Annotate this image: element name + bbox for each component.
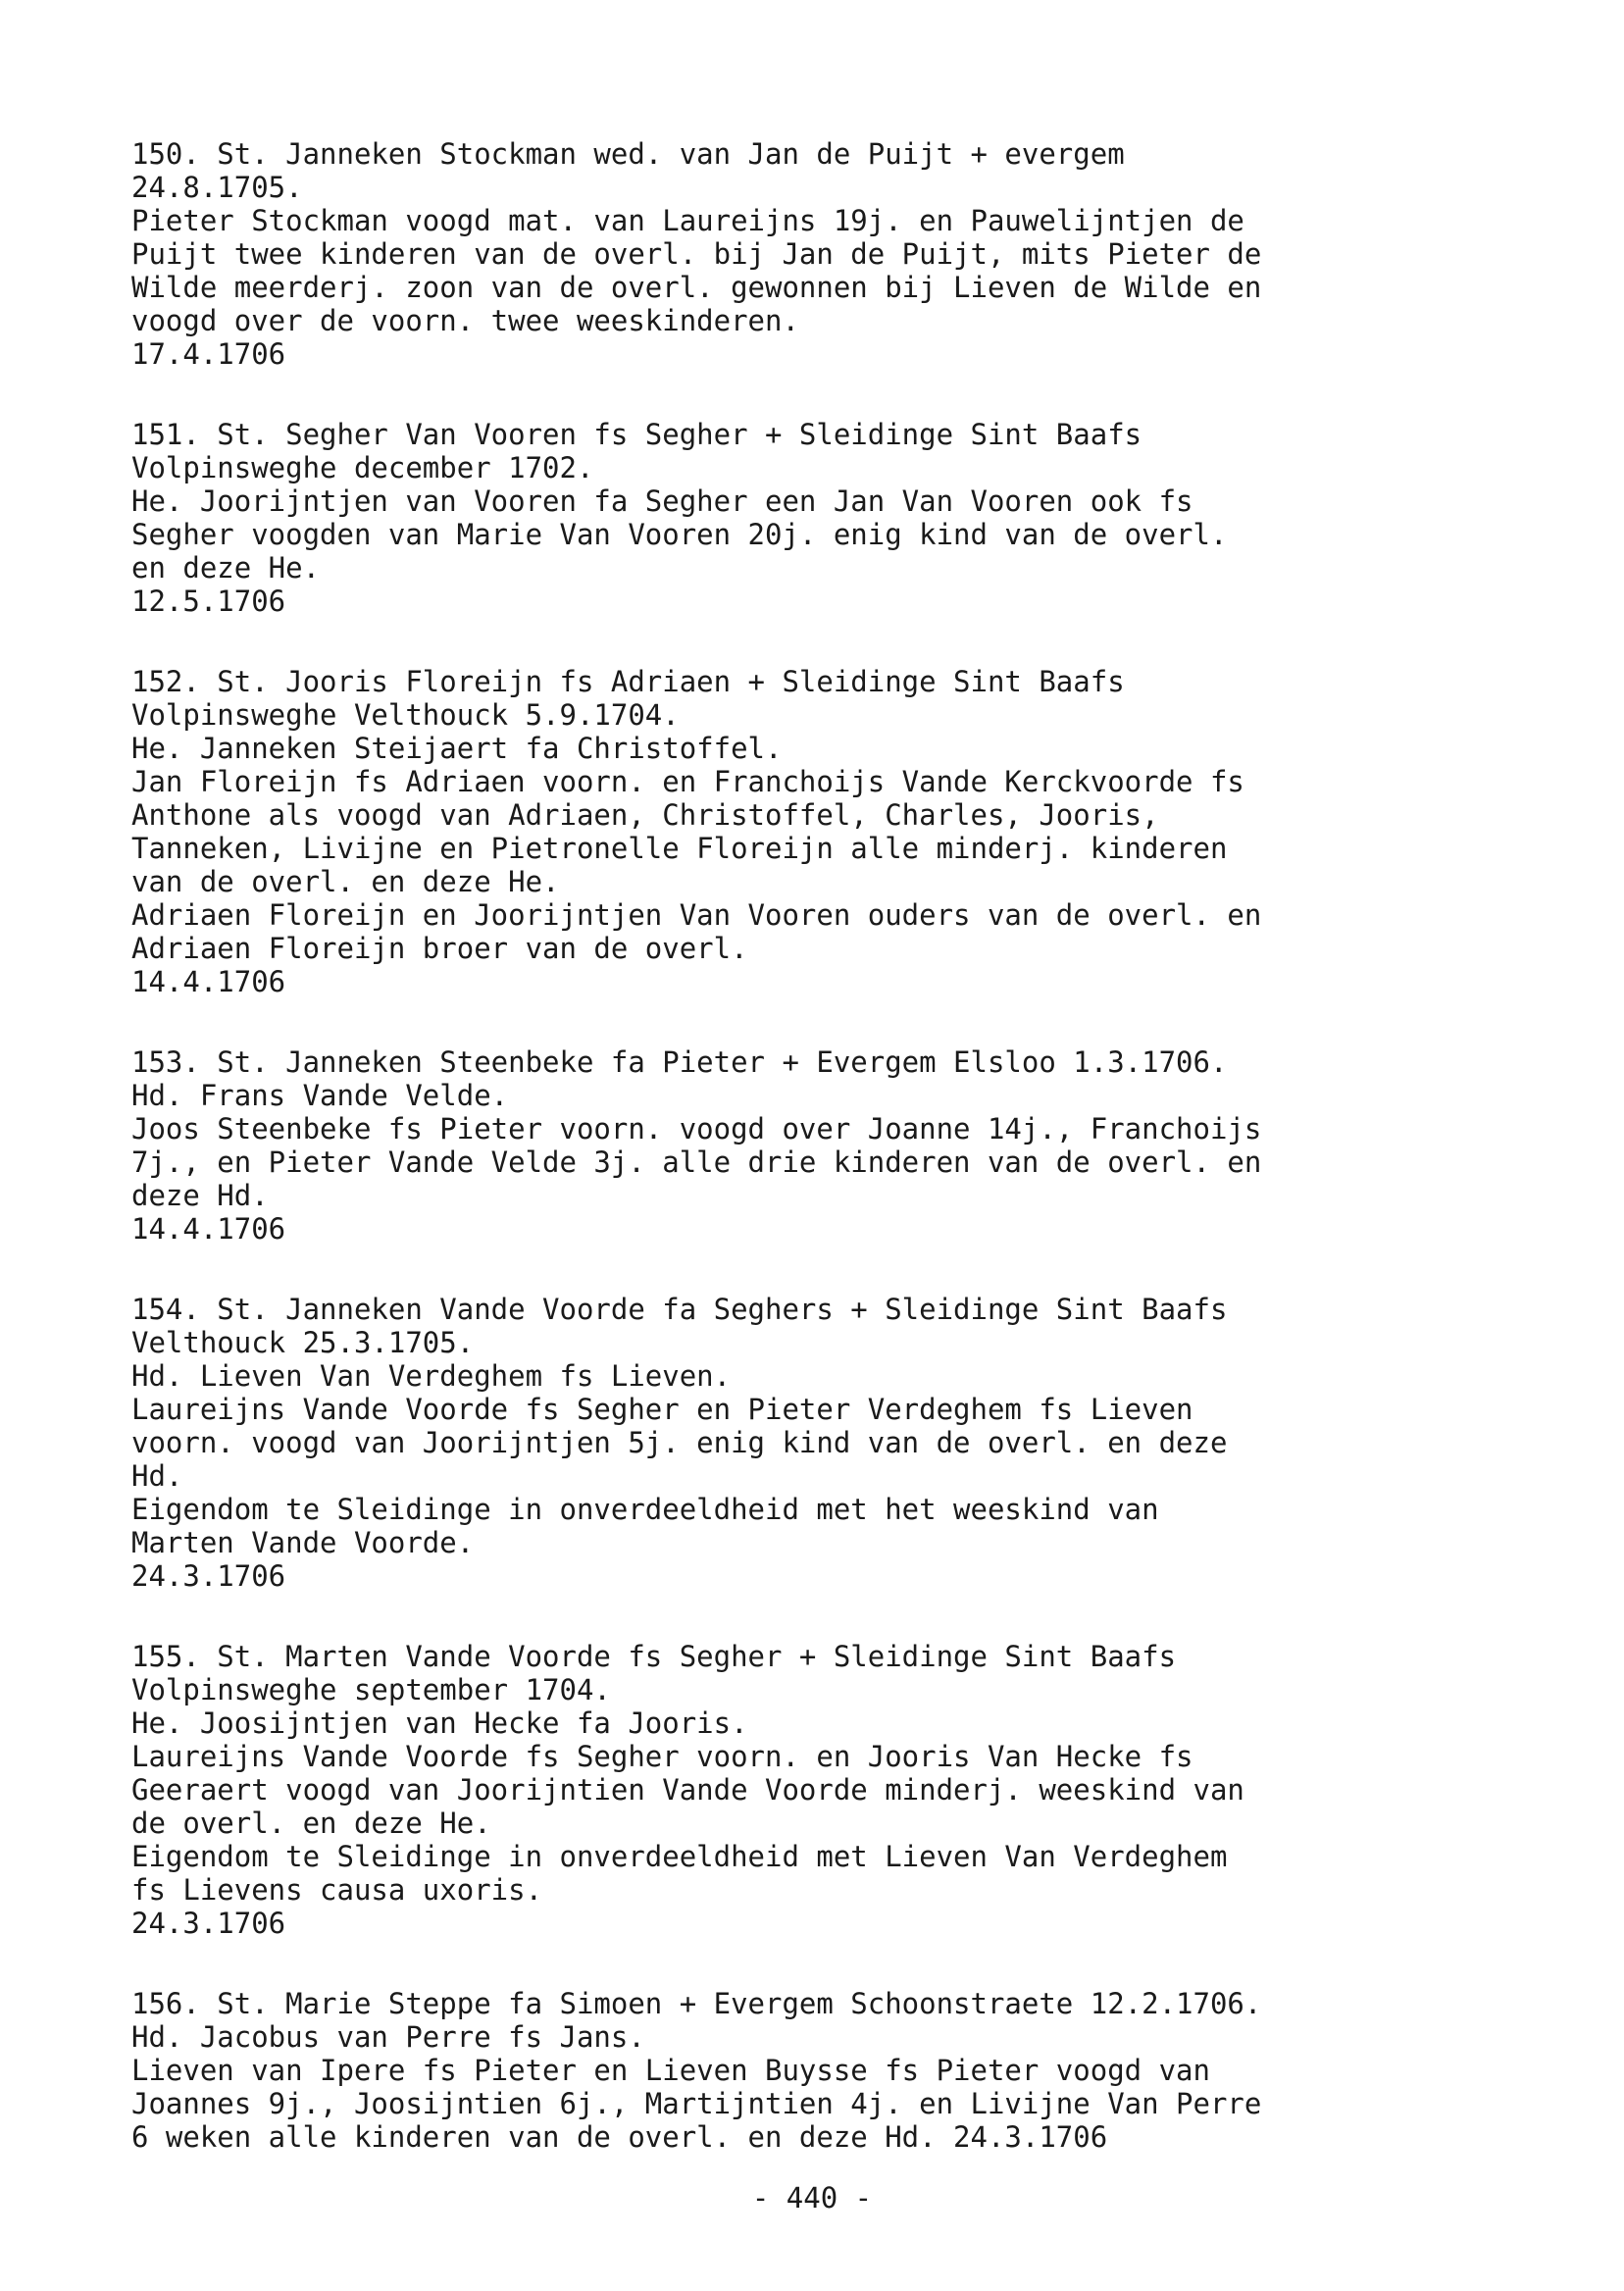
entry-date: 14.4.1706 bbox=[131, 965, 286, 998]
entry-line: He. Joosijntjen van Hecke fa Jooris. bbox=[131, 1706, 748, 1740]
entry-line: 153. St. Janneken Steenbeke fa Pieter + Evergem Elsloo 1.3.1706. bbox=[131, 1045, 1228, 1079]
entry-line: 24.8.1705. bbox=[131, 171, 303, 204]
entry-line: Puijt twee kinderen van de overl. bij Jan de Puijt, mits Pieter de bbox=[131, 237, 1262, 271]
entry-line: 6 weken alle kinderen van de overl. en deze Hd. 24.3.1706 bbox=[131, 2120, 1108, 2154]
entry-151 bbox=[131, 418, 1485, 618]
entry-line: Hd. bbox=[131, 1459, 183, 1493]
entry-line: Marten Vande Voorde. bbox=[131, 1526, 475, 1559]
entry-date: 12.5.1706 bbox=[131, 585, 286, 618]
entry-line: voorn. voogd van Joorijntjen 5j. enig kind van de overl. en deze bbox=[131, 1426, 1228, 1459]
entry-line: Volpinsweghe Velthouck 5.9.1704. bbox=[131, 698, 680, 732]
entry-line: Eigendom te Sleidinge in onverdeeldheid met Lieven Van Verdeghem bbox=[131, 1840, 1228, 1873]
entry-line: Joos Steenbeke fs Pieter voorn. voogd over Joanne 14j., Franchoijs bbox=[131, 1112, 1262, 1146]
entry-line: Hd. Frans Vande Velde. bbox=[131, 1079, 509, 1112]
entry-line: Segher voogden van Marie Van Vooren 20j. enig kind van de overl. bbox=[131, 518, 1228, 551]
entry-line: Volpinsweghe december 1702. bbox=[131, 451, 594, 484]
entry-line: Wilde meerderj. zoon van de overl. gewonnen bij Lieven de Wilde en bbox=[131, 271, 1262, 304]
entry-156 bbox=[131, 1987, 1485, 2154]
entry-153 bbox=[131, 1045, 1485, 1246]
entry-line: Volpinsweghe september 1704. bbox=[131, 1673, 611, 1706]
entry-line: 156. St. Marie Steppe fa Simoen + Evergem Schoonstraete 12.2.1706. bbox=[131, 1987, 1262, 2020]
entry-line: voogd over de voorn. twee weeskinderen. bbox=[131, 304, 799, 337]
entry-line: en deze He. bbox=[131, 551, 321, 585]
entry-line: Laureijns Vande Voorde fs Segher voorn. en Jooris Van Hecke fs bbox=[131, 1740, 1193, 1773]
entry-line: de overl. en deze He. bbox=[131, 1807, 491, 1840]
entry-line: 7j., en Pieter Vande Velde 3j. alle drie kinderen van de overl. en bbox=[131, 1146, 1262, 1179]
entry-line: Eigendom te Sleidinge in onverdeeldheid met het weeskind van bbox=[131, 1493, 1159, 1526]
entry-line: He. Joorijntjen van Vooren fa Segher een Jan Van Vooren ook fs bbox=[131, 484, 1193, 518]
entry-line: Hd. Lieven Van Verdeghem fs Lieven. bbox=[131, 1359, 732, 1393]
entry-line: deze Hd. bbox=[131, 1179, 269, 1212]
entry-line: Velthouck 25.3.1705. bbox=[131, 1326, 475, 1359]
entry-line: Pieter Stockman voogd mat. van Laureijns 19j. en Pauwelijntjen de bbox=[131, 204, 1244, 237]
entry-line: 155. St. Marten Vande Voorde fs Segher + Sleidinge Sint Baafs bbox=[131, 1640, 1177, 1673]
entry-line: He. Janneken Steijaert fa Christoffel. bbox=[131, 732, 783, 765]
entry-date: 24.3.1706 bbox=[131, 1907, 286, 1940]
entry-line: fs Lievens causa uxoris. bbox=[131, 1873, 543, 1907]
entry-line: Hd. Jacobus van Perre fs Jans. bbox=[131, 2020, 645, 2054]
entry-line: Jan Floreijn fs Adriaen voorn. en Franchoijs Vande Kerckvoorde fs bbox=[131, 765, 1244, 798]
entry-line: Tanneken, Livijne en Pietronelle Floreijn alle minderj. kinderen bbox=[131, 832, 1228, 865]
entry-line: Anthone als voogd van Adriaen, Christoffel, Charles, Jooris, bbox=[131, 798, 1159, 832]
entry-date: 17.4.1706 bbox=[131, 337, 286, 371]
entry-line: Adriaen Floreijn broer van de overl. bbox=[131, 932, 748, 965]
entry-line: 151. St. Segher Van Vooren fs Segher + Sleidinge Sint Baafs bbox=[131, 418, 1142, 451]
entry-line: 154. St. Janneken Vande Voorde fa Seghers + Sleidinge Sint Baafs bbox=[131, 1293, 1228, 1326]
entry-150 bbox=[131, 137, 1485, 371]
entry-line: Laureijns Vande Voorde fs Segher en Pieter Verdeghem fs Lieven bbox=[131, 1393, 1193, 1426]
document-body bbox=[131, 137, 1485, 2201]
entry-line: Geeraert voogd van Joorijntien Vande Voorde minderj. weeskind van bbox=[131, 1773, 1244, 1807]
entry-date: 14.4.1706 bbox=[131, 1212, 286, 1246]
entry-line: Adriaen Floreijn en Joorijntjen Van Vooren ouders van de overl. en bbox=[131, 898, 1262, 932]
entry-line: van de overl. en deze He. bbox=[131, 865, 560, 898]
entry-155 bbox=[131, 1640, 1485, 1940]
entry-154 bbox=[131, 1293, 1485, 1593]
entry-152 bbox=[131, 665, 1485, 998]
entry-date: 24.3.1706 bbox=[131, 1559, 286, 1593]
entry-line: Lieven van Ipere fs Pieter en Lieven Buysse fs Pieter voogd van bbox=[131, 2054, 1210, 2087]
entry-line: 150. St. Janneken Stockman wed. van Jan de Puijt + evergem bbox=[131, 137, 1125, 171]
page-number: - 440 - bbox=[751, 2181, 873, 2215]
entry-line: 152. St. Jooris Floreijn fs Adriaen + Sleidinge Sint Baafs bbox=[131, 665, 1125, 698]
entry-line: Joannes 9j., Joosijntien 6j., Martijntien 4j. en Livijne Van Perre bbox=[131, 2087, 1262, 2120]
